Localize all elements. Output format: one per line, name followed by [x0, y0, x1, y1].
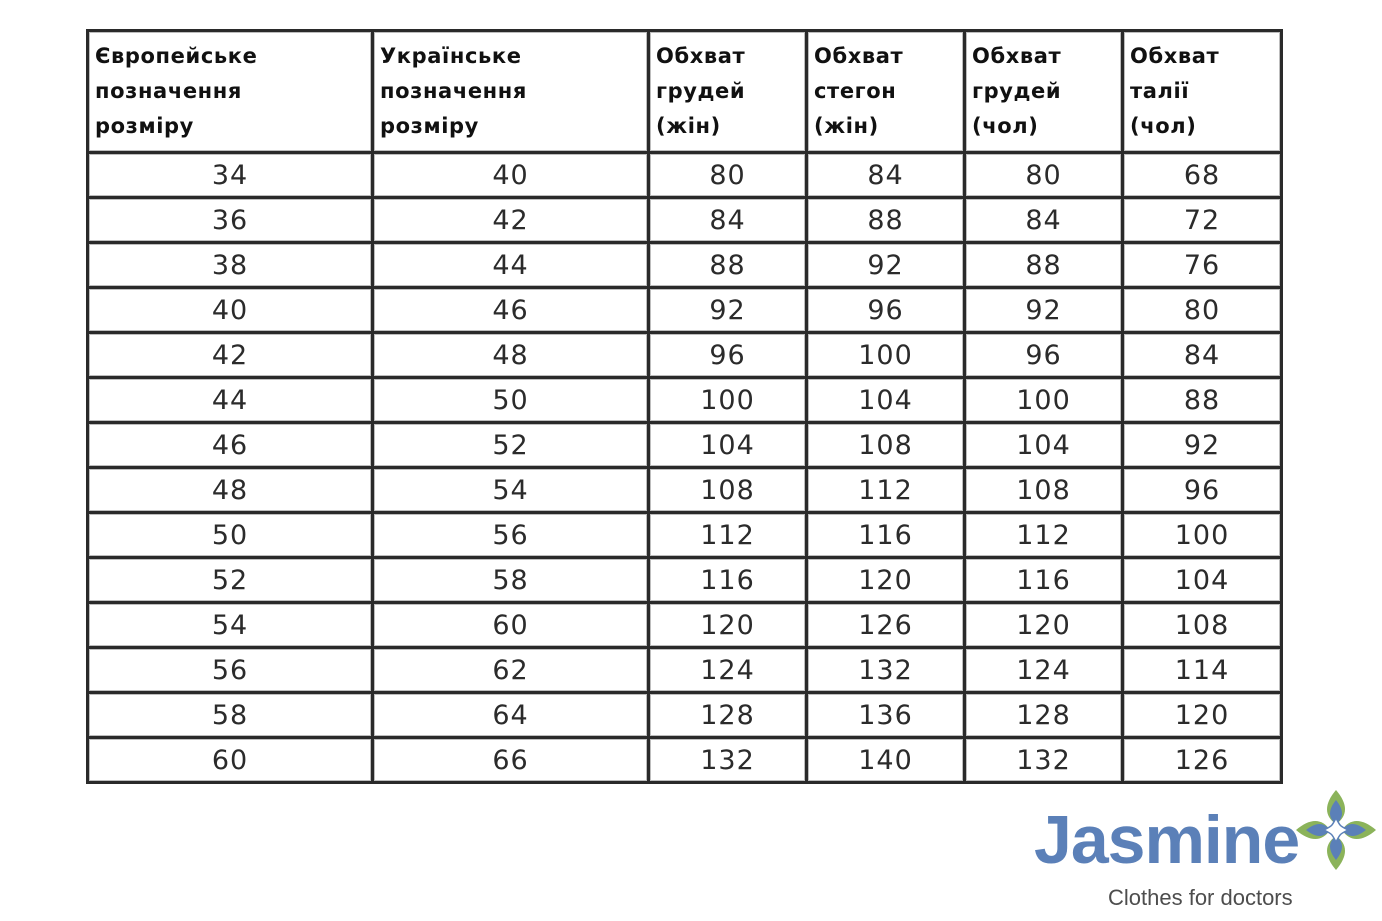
cell-european-size: 36: [88, 198, 373, 243]
cell-waist-men: 84: [1123, 333, 1282, 378]
cell-chest-men: 88: [965, 243, 1123, 288]
cell-chest-men: 84: [965, 198, 1123, 243]
header-chest-men: Обхват грудей (чол): [965, 31, 1123, 153]
cell-bust-women: 128: [649, 693, 807, 738]
jasmine-flower-icon: [1292, 786, 1380, 874]
header-waist-men: Обхват талії (чол): [1123, 31, 1282, 153]
table-row: [88, 333, 1282, 378]
cell-hips-women: 116: [807, 513, 965, 558]
cell-european-size: 46: [88, 423, 373, 468]
size-chart-table: [86, 29, 1283, 784]
cell-european-size: 42: [88, 333, 373, 378]
cell-bust-women: 124: [649, 648, 807, 693]
table-row: [88, 603, 1282, 648]
cell-european-size: 38: [88, 243, 373, 288]
cell-bust-women: 80: [649, 153, 807, 198]
cell-european-size: 34: [88, 153, 373, 198]
cell-ukrainian-size: 44: [373, 243, 649, 288]
cell-ukrainian-size: 62: [373, 648, 649, 693]
cell-bust-women: 132: [649, 738, 807, 783]
cell-hips-women: 92: [807, 243, 965, 288]
table-row: [88, 423, 1282, 468]
cell-waist-men: 108: [1123, 603, 1282, 648]
header-bust-women: Обхват грудей (жін): [649, 31, 807, 153]
cell-bust-women: 96: [649, 333, 807, 378]
table-row: [88, 558, 1282, 603]
cell-ukrainian-size: 54: [373, 468, 649, 513]
table-row: [88, 513, 1282, 558]
cell-chest-men: 120: [965, 603, 1123, 648]
cell-ukrainian-size: 42: [373, 198, 649, 243]
cell-ukrainian-size: 60: [373, 603, 649, 648]
cell-european-size: 60: [88, 738, 373, 783]
cell-european-size: 40: [88, 288, 373, 333]
cell-ukrainian-size: 48: [373, 333, 649, 378]
cell-bust-women: 92: [649, 288, 807, 333]
table-row: [88, 648, 1282, 693]
cell-chest-men: 80: [965, 153, 1123, 198]
cell-waist-men: 104: [1123, 558, 1282, 603]
cell-chest-men: 108: [965, 468, 1123, 513]
logo-wordmark: Jasmine: [1034, 802, 1300, 878]
header-european-size: Європейське позначення розміру: [88, 31, 373, 153]
cell-waist-men: 120: [1123, 693, 1282, 738]
cell-waist-men: 114: [1123, 648, 1282, 693]
cell-ukrainian-size: 50: [373, 378, 649, 423]
logo-tagline: Clothes for doctors: [1108, 885, 1293, 910]
cell-hips-women: 132: [807, 648, 965, 693]
table-row: [88, 198, 1282, 243]
cell-hips-women: 96: [807, 288, 965, 333]
cell-hips-women: 140: [807, 738, 965, 783]
cell-ukrainian-size: 52: [373, 423, 649, 468]
cell-bust-women: 116: [649, 558, 807, 603]
cell-hips-women: 84: [807, 153, 965, 198]
cell-chest-men: 128: [965, 693, 1123, 738]
cell-waist-men: 72: [1123, 198, 1282, 243]
cell-european-size: 44: [88, 378, 373, 423]
cell-bust-women: 100: [649, 378, 807, 423]
cell-european-size: 58: [88, 693, 373, 738]
header-ukrainian-size: Українське позначення розміру: [373, 31, 649, 153]
size-chart-body: [88, 153, 1282, 783]
cell-waist-men: 92: [1123, 423, 1282, 468]
table-row: [88, 243, 1282, 288]
cell-chest-men: 104: [965, 423, 1123, 468]
cell-european-size: 48: [88, 468, 373, 513]
cell-chest-men: 92: [965, 288, 1123, 333]
cell-ukrainian-size: 66: [373, 738, 649, 783]
cell-waist-men: 80: [1123, 288, 1282, 333]
cell-hips-women: 108: [807, 423, 965, 468]
cell-chest-men: 112: [965, 513, 1123, 558]
cell-waist-men: 100: [1123, 513, 1282, 558]
table-row: [88, 378, 1282, 423]
cell-ukrainian-size: 64: [373, 693, 649, 738]
cell-hips-women: 100: [807, 333, 965, 378]
header-hips-women: Обхват стегон (жін): [807, 31, 965, 153]
header-row: [88, 31, 1282, 153]
cell-chest-men: 100: [965, 378, 1123, 423]
cell-bust-women: 84: [649, 198, 807, 243]
table-row: [88, 693, 1282, 738]
cell-bust-women: 88: [649, 243, 807, 288]
cell-waist-men: 76: [1123, 243, 1282, 288]
cell-bust-women: 120: [649, 603, 807, 648]
cell-hips-women: 136: [807, 693, 965, 738]
cell-hips-women: 120: [807, 558, 965, 603]
cell-ukrainian-size: 56: [373, 513, 649, 558]
cell-bust-women: 112: [649, 513, 807, 558]
cell-chest-men: 124: [965, 648, 1123, 693]
cell-european-size: 50: [88, 513, 373, 558]
cell-waist-men: 68: [1123, 153, 1282, 198]
table-row: [88, 288, 1282, 333]
cell-european-size: 54: [88, 603, 373, 648]
cell-hips-women: 88: [807, 198, 965, 243]
cell-hips-women: 112: [807, 468, 965, 513]
cell-ukrainian-size: 46: [373, 288, 649, 333]
cell-waist-men: 88: [1123, 378, 1282, 423]
cell-hips-women: 126: [807, 603, 965, 648]
cell-chest-men: 132: [965, 738, 1123, 783]
table-row: [88, 738, 1282, 783]
cell-hips-women: 104: [807, 378, 965, 423]
cell-chest-men: 116: [965, 558, 1123, 603]
cell-waist-men: 96: [1123, 468, 1282, 513]
cell-bust-women: 104: [649, 423, 807, 468]
cell-waist-men: 126: [1123, 738, 1282, 783]
cell-ukrainian-size: 40: [373, 153, 649, 198]
cell-european-size: 56: [88, 648, 373, 693]
jasmine-logo: [1030, 786, 1380, 916]
cell-chest-men: 96: [965, 333, 1123, 378]
table-row: [88, 468, 1282, 513]
cell-european-size: 52: [88, 558, 373, 603]
cell-bust-women: 108: [649, 468, 807, 513]
table-row: [88, 153, 1282, 198]
cell-ukrainian-size: 58: [373, 558, 649, 603]
